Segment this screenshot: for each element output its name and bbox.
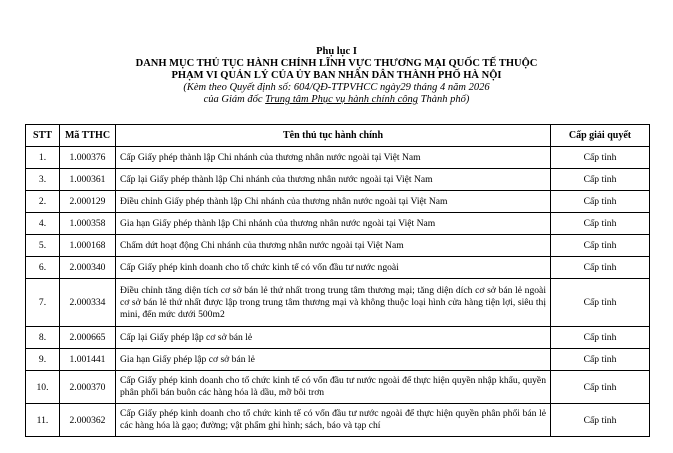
row-stt: 3. (26, 169, 60, 191)
table-row (26, 279, 650, 327)
procedures-table (25, 124, 650, 437)
row-level: Cấp tỉnh (551, 213, 650, 235)
row-code: 1.000358 (60, 213, 116, 235)
row-level: Cấp tỉnh (551, 235, 650, 257)
column-header-level: Cấp giải quyết (551, 125, 650, 147)
row-code: 1.000168 (60, 235, 116, 257)
row-stt: 4. (26, 213, 60, 235)
issuer-prefix: của Giám đốc (203, 94, 266, 105)
column-header-name: Tên thủ tục hành chính (116, 125, 551, 147)
appendix-label: Phụ lục I (316, 46, 357, 57)
row-procedure-name: Gia hạn Giấy phép lập cơ sở bán lẻ (116, 349, 551, 371)
row-level: Cấp tỉnh (551, 349, 650, 371)
title-line-2: PHẠM VI QUẢN LÝ CỦA ỦY BAN NHÂN DÂN THÀNH PHỐ HÀ NỘI (171, 70, 502, 81)
issuer-unit: Trung tâm Phục vụ hành chính công (265, 94, 418, 105)
issuer-line (0, 94, 673, 106)
row-level: Cấp tỉnh (551, 257, 650, 279)
row-procedure-name: Gia hạn Giấy phép thành lập Chi nhánh của thương nhân nước ngoài tại Việt Nam (116, 213, 551, 235)
row-level: Cấp tỉnh (551, 279, 650, 327)
row-level: Cấp tỉnh (551, 147, 650, 169)
row-procedure-name: Cấp Giấy phép thành lập Chi nhánh của thương nhân nước ngoài tại Việt Nam (116, 147, 551, 169)
decision-line: (Kèm theo Quyết định số: 604/QĐ-TTPVHCC ngày29 tháng 4 năm 2026 (183, 82, 490, 93)
table-row (26, 349, 650, 371)
issuer-suffix: Thành phố) (418, 94, 470, 105)
row-code: 2.000370 (60, 371, 116, 404)
table-row (26, 147, 650, 169)
table-row (26, 213, 650, 235)
row-code: 2.000129 (60, 191, 116, 213)
row-level: Cấp tỉnh (551, 327, 650, 349)
row-code: 2.000665 (60, 327, 116, 349)
row-procedure-name: Điều chỉnh tăng diện tích cơ sở bán lẻ thứ nhất trong trung tâm thương mại; tăng diện dích cơ sở bán lẻ ngoài cơ sở bán lẻ thứ nhất được lập trong trung tâm thương mại và không thuộc loại hình cửa hàng tiện lợi, siêu thị mini, đến mức dưới 500m2 (116, 279, 551, 327)
row-level: Cấp tỉnh (551, 404, 650, 437)
row-stt: 10. (26, 371, 60, 404)
row-procedure-name: Cấp Giấy phép kinh doanh cho tổ chức kinh tế có vốn đầu tư nước ngoài để thực hiện quyền nhập khẩu, quyền phân phối bán buôn các hàng hóa là dầu, mỡ bôi trơn (116, 371, 551, 404)
document-header (0, 46, 673, 106)
row-code: 2.000340 (60, 257, 116, 279)
row-stt: 9. (26, 349, 60, 371)
table-row (26, 169, 650, 191)
row-code: 1.000376 (60, 147, 116, 169)
column-header-stt: STT (26, 125, 60, 147)
row-procedure-name: Điều chỉnh Giấy phép thành lập Chi nhánh của thương nhân nước ngoài tại Việt Nam (116, 191, 551, 213)
row-stt: 6. (26, 257, 60, 279)
row-procedure-name: Cấp lại Giấy phép thành lập Chi nhánh của thương nhân nước ngoài tại Việt Nam (116, 169, 551, 191)
row-procedure-name: Cấp lại Giấy phép lập cơ sở bán lẻ (116, 327, 551, 349)
row-code: 1.001441 (60, 349, 116, 371)
table-row (26, 235, 650, 257)
row-stt: 5. (26, 235, 60, 257)
row-procedure-name: Chấm dứt hoạt động Chi nhánh của thương nhân nước ngoài tại Việt Nam (116, 235, 551, 257)
table-row (26, 191, 650, 213)
row-code: 2.000362 (60, 404, 116, 437)
row-stt: 8. (26, 327, 60, 349)
row-stt: 1. (26, 147, 60, 169)
row-code: 1.000361 (60, 169, 116, 191)
row-procedure-name: Cấp Giấy phép kinh doanh cho tổ chức kinh tế có vốn đầu tư nước ngoài (116, 257, 551, 279)
table-row (26, 257, 650, 279)
row-stt: 11. (26, 404, 60, 437)
table-row (26, 327, 650, 349)
title-line-1: DANH MỤC THỦ TỤC HÀNH CHÍNH LĨNH VỰC THƯƠNG MẠI QUỐC TẾ THUỘC (135, 58, 538, 69)
row-code: 2.000334 (60, 279, 116, 327)
table-row (26, 404, 650, 437)
row-level: Cấp tỉnh (551, 169, 650, 191)
table-row (26, 371, 650, 404)
row-level: Cấp tỉnh (551, 371, 650, 404)
row-level: Cấp tỉnh (551, 191, 650, 213)
row-procedure-name: Cấp Giấy phép kinh doanh cho tổ chức kinh tế có vốn đầu tư nước ngoài để thực hiện quyền phân phối bán lẻ các hàng hóa là gạo; đường; vật phẩm ghi hình; sách, báo và tạp chí (116, 404, 551, 437)
row-stt: 2. (26, 191, 60, 213)
row-stt: 7. (26, 279, 60, 327)
column-header-code: Mã TTHC (60, 125, 116, 147)
